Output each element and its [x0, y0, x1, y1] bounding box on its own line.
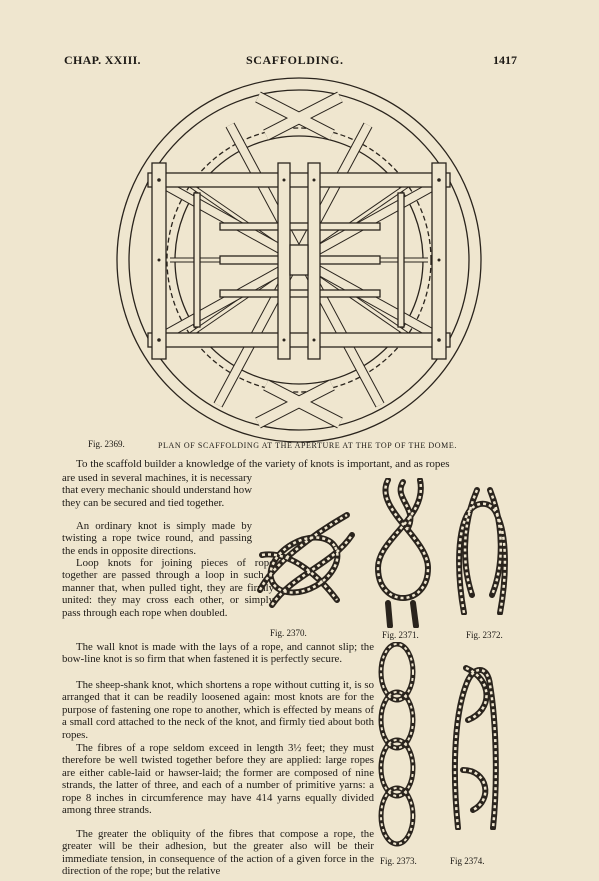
figure-2374-label: Fig 2374. [450, 856, 485, 866]
paragraph-ordinary-knot: An ordinary knot is simply made by twisting a rope twice round, and passing the ends in opposite directions. [62, 520, 252, 557]
paragraph-sheep-shank: The sheep-shank knot, which shortens a rope without cutting it, is so arranged that it can be readily loosened again: most knots are for the purpose of fastening one rope to another, which is effected by means of a small cord attached to the neck of the knot, and firmly tied about both ropes. [62, 679, 374, 741]
running-title: SCAFFOLDING. [246, 53, 344, 67]
paragraph-obliquity: The greater the obliquity of the fibres that compose a rope, the greater will be their adhesion, but the greater also will be their immediate tension, in consequence of the action of a given force in the direction of the rope; but the relative [62, 828, 374, 878]
knot-2373-illustration [372, 642, 422, 852]
knot-2371-illustration [368, 478, 438, 628]
paragraph-wall-knot: The wall knot is made with the lays of a rope, and cannot slip; the bow-line knot is so firm that when fastened it is perfectly secure. [62, 641, 374, 666]
scaffolding-plan-illustration [110, 75, 488, 445]
figure-2369-label: Fig. 2369. [88, 439, 125, 449]
figure-2373-label: Fig. 2373. [380, 856, 417, 866]
paragraph-knots-intro-line: To the scaffold builder a knowledge of the variety of knots is important, and as ropes [76, 458, 450, 470]
figure-2370-label: Fig. 2370. [270, 628, 307, 638]
figure-2372-label: Fig. 2372. [466, 630, 503, 640]
paragraph-loop-knots: Loop knots for joining pieces of rope together are passed through a loop in such a manner that, when pulled tight, they are firmly united: they may cross each other, or simply pass through each rope when doubled. [62, 557, 274, 619]
figure-2369-caption: PLAN OF SCAFFOLDING AT THE APERTURE AT THE TOP OF THE DOME. [158, 441, 457, 450]
figure-2371-label: Fig. 2371. [382, 630, 419, 640]
chapter-heading: CHAP. XXIII. [64, 53, 141, 67]
knot-2372-illustration [452, 485, 512, 615]
paragraph-rope-fibres: The fibres of a rope seldom exceed in length 3½ feet; they must therefore be well twisted together before they are applied: large ropes are either cable-laid or hawser-laid; the former are composed of nine strands, the latter of three, and each of a number of primitive yarns: a rope 8 inches in circumference may have 414 yarns equally divided among three strands. [62, 742, 374, 817]
page-number: 1417 [493, 53, 517, 67]
paragraph-knots-intro: are used in several machines, it is necessary that every mechanic should understand how they can be secured and tied together. [62, 472, 252, 509]
knot-2370-illustration [252, 495, 360, 615]
knot-2374-illustration [448, 660, 506, 830]
